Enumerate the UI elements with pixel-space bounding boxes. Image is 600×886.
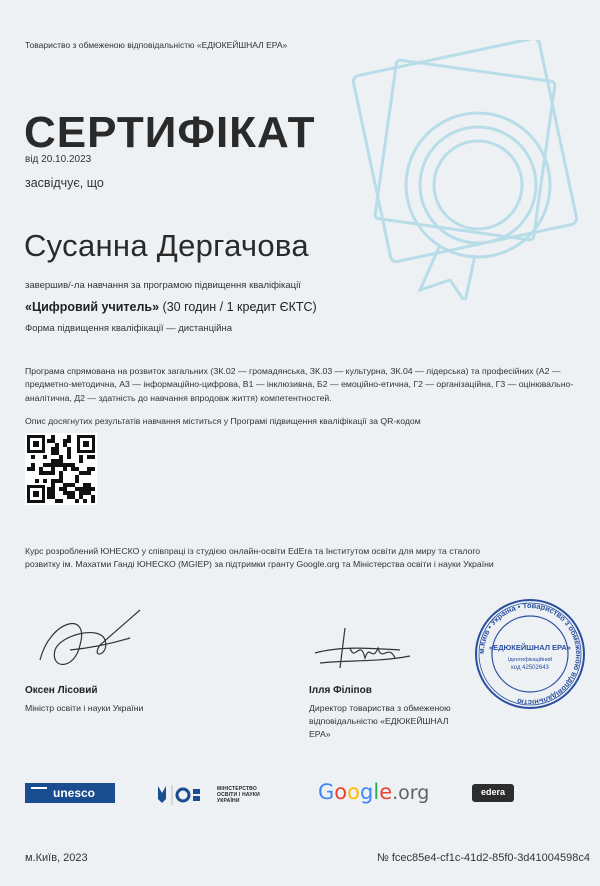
- stamp-ring-text: м.Київ • Україна • Товариство з обмеженою відповідальністю: [476, 600, 584, 708]
- ministry-emblem-icon: [155, 783, 213, 807]
- issue-city-year: м.Київ, 2023: [25, 852, 88, 864]
- stamp-center-name: «ЕДЮКЕЙШНАЛ ЕРА»: [489, 643, 571, 652]
- stamp-id-label: Ідентифікаційний: [507, 657, 553, 663]
- signature-filipov: [310, 618, 420, 678]
- edera-logo: edera: [472, 784, 514, 802]
- certificate-date: від 20.10.2023: [25, 154, 92, 165]
- background-emblem-art: [340, 40, 580, 300]
- signatory1-role: Міністр освіти і науки України: [25, 703, 144, 713]
- company-header: Товариство з обмеженою відповідальністю «ЕДЮКЕЙШНАЛ ЕРА»: [25, 40, 288, 50]
- signatory1-name: Оксен Лісовий: [25, 685, 98, 696]
- qr-code[interactable]: [25, 433, 97, 505]
- ministry-logo-text: МІНІСТЕРСТВО ОСВІТИ І НАУКИ УКРАЇНИ: [217, 786, 260, 804]
- program-hours: (30 годин / 1 кредит ЄКТС): [162, 300, 317, 314]
- unesco-logo-text: unesco: [53, 786, 96, 800]
- certifies-text: засвідчує, що: [25, 176, 104, 190]
- training-form: Форма підвищення кваліфікації — дистанційна: [25, 323, 233, 334]
- google-org-logo: Google.org: [318, 780, 430, 804]
- certificate-title: СЕРТИФІКАТ: [24, 108, 316, 157]
- signatory2-name: Ілля Філіпов: [309, 685, 372, 696]
- qr-code-image: [27, 435, 95, 503]
- program-description: Програма спрямована на розвиток загальних (ЗК.02 — громадянська, ЗК.03 — культурна, ЗК.04 — лідерська) та професійних (А2 — предметно-методична, А3 — інформаційно-цифрова, В1 — інклюзивна, Б2 — емоційно-етична, Г2 — організаційна, Г3 — оцінювально-аналітична, Д2 — здатність до навчання впродовж життя) компетентностей.: [25, 366, 574, 403]
- completed-text: завершив/-ла навчання за програмою підвищення кваліфікації: [25, 280, 301, 291]
- ministry-logo: [155, 783, 260, 807]
- signatory2-role: Директор товариства з обмеженою відповідальністю «ЕДЮКЕЙШНАЛ ЕРА»: [309, 703, 451, 740]
- signature-lisovyi: [30, 600, 160, 680]
- program-name: «Цифровий учитель»: [25, 300, 160, 314]
- svg-text:м.Київ • Україна • Товариство: [477, 601, 583, 707]
- stamp-code: код 42502643: [511, 665, 549, 671]
- program-title: [25, 300, 317, 314]
- unesco-logo: [25, 783, 115, 803]
- company-stamp: [470, 598, 590, 710]
- qr-note: Опис досягнутих результатів навчання міститься у Програмі підвищення кваліфікації за QR-кодом: [25, 416, 421, 426]
- course-info: Курс розроблений ЮНЕСКО у співпраці із студією онлайн-освіти EdEra та Інститутом освіти для миру та сталого розвитку ім. Махатми Ганді ЮНЕСКО (MGIEP) за підтримки гранту Google.org та Міністерства освіти і науки України: [25, 546, 494, 570]
- unesco-temple-icon: [31, 787, 47, 799]
- recipient-name: Сусанна Дергачова: [24, 228, 309, 263]
- certificate-number: № fcec85e4-cf1c-41d2-85f0-3d41004598c4: [376, 852, 590, 864]
